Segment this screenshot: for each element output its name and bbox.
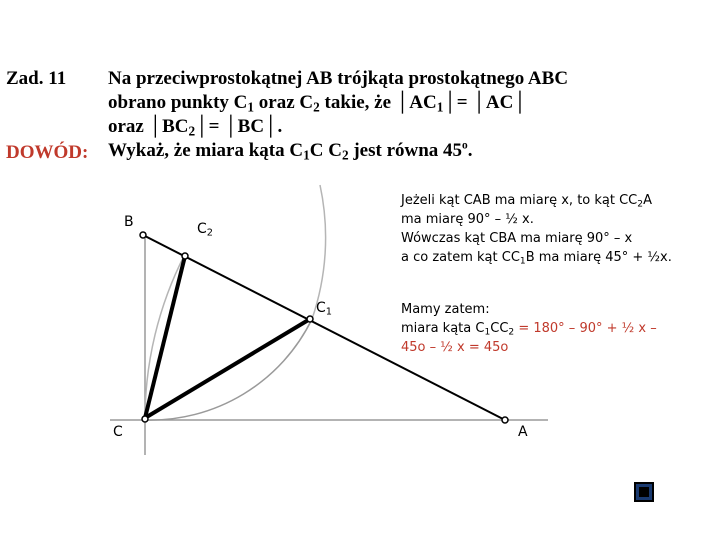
stop-square-icon[interactable] xyxy=(634,482,654,502)
explanation-line: Mamy zatem: xyxy=(401,302,490,317)
explanation-line: ma miarę 90° – ½ x. xyxy=(401,212,534,227)
task-line-3: oraz $│BC_2│=$ │BC│. xyxy=(108,116,283,139)
point-C2 xyxy=(182,253,188,259)
task-label: Zad. 11 xyxy=(6,68,67,89)
label-C1: $C_1$ xyxy=(316,300,333,318)
segment-C-C2 xyxy=(145,256,185,418)
arc-outer xyxy=(312,185,326,319)
explanation-line: 45o – ½ x = 45o xyxy=(401,340,509,355)
label-C: C xyxy=(113,424,123,440)
explanation-paragraph-2 xyxy=(401,300,713,357)
point-C1 xyxy=(307,316,313,322)
proof-label: DOWÓD: xyxy=(6,142,89,163)
task-line-1: Na przeciwprostokątnej AB trójkąta prostokątnego ABC xyxy=(108,68,569,89)
task-line-2: obrano punkty $C_1$ oraz $C_2$ takie, że $│AC_1│=$ │AC│ xyxy=(108,92,527,115)
point-C xyxy=(142,416,148,422)
explanation-line: Jeżeli kąt CAB ma miarę x, to kąt $CC_2A$ xyxy=(401,193,652,210)
explanation-line: miara kąta $C_1CC_2 = 180^\circ - 90^\circ$ + ½ x – xyxy=(401,321,657,338)
task-line-4: Wykaż, że miara kąta $C_1C$ $C_2$ jest równa 45$^o$. xyxy=(108,139,473,163)
label-B: B xyxy=(124,214,134,230)
explanation-line: a co zatem kąt $CC_1B$ ma miarę 45° + ½x. xyxy=(401,250,672,267)
label-C2: $C_2$ xyxy=(197,221,214,239)
explanation-paragraph-1 xyxy=(401,191,713,267)
point-B xyxy=(140,232,146,238)
label-A: A xyxy=(518,424,528,440)
point-A xyxy=(502,417,508,423)
explanation-line: Wówczas kąt CBA ma miarę 90° – x xyxy=(401,231,633,246)
